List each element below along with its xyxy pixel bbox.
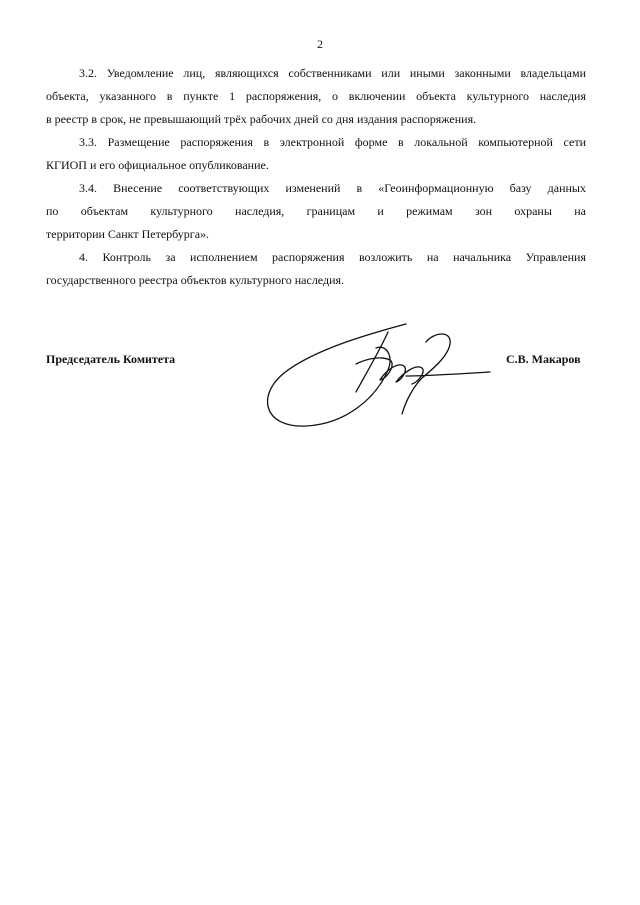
page-number: 2 [317, 37, 323, 51]
paragraph-4-line-2: государственного реестра объектов культурного наследия. [46, 273, 345, 287]
paragraph-4 [46, 246, 586, 292]
signatory-name: С.В. Макаров [506, 352, 581, 366]
paragraph-3-4-line-3: территории Санкт Петербурга». [46, 227, 210, 241]
paragraph-3-2-line-1: 3.2. Уведомление лиц, являющихся собственниками или иными законными владельцами [79, 66, 586, 80]
paragraph-3-4 [46, 177, 586, 246]
paragraph-3-3-line-2: КГИОП и его официальное опубликование. [46, 158, 269, 172]
paragraph-3-4-line-2: по объектам культурного наследия, границам и режимам зон охраны на [46, 204, 586, 218]
paragraph-3-3-line-1: 3.3. Размещение распоряжения в электронной форме в локальной компьютерной сети [79, 135, 586, 149]
paragraph-3-4-line-1: 3.4. Внесение соответствующих изменений в «Геоинформационную базу данных [79, 181, 586, 195]
signatory-title: Председатель Комитета [46, 352, 176, 366]
paragraph-3-3 [46, 131, 586, 177]
paragraph-3-2 [46, 62, 586, 131]
document-body [46, 62, 586, 292]
handwritten-signature [256, 318, 491, 438]
paragraph-3-2-line-3: в реестр в срок, не превышающий трёх рабочих дней со дня издания распоряжения. [46, 112, 477, 126]
paragraph-4-line-1: 4. Контроль за исполнением распоряжения возложить на начальника Управления [79, 250, 586, 264]
paragraph-3-2-line-2: объекта, указанного в пункте 1 распоряжения, о включении объекта культурного наследия [46, 89, 586, 103]
